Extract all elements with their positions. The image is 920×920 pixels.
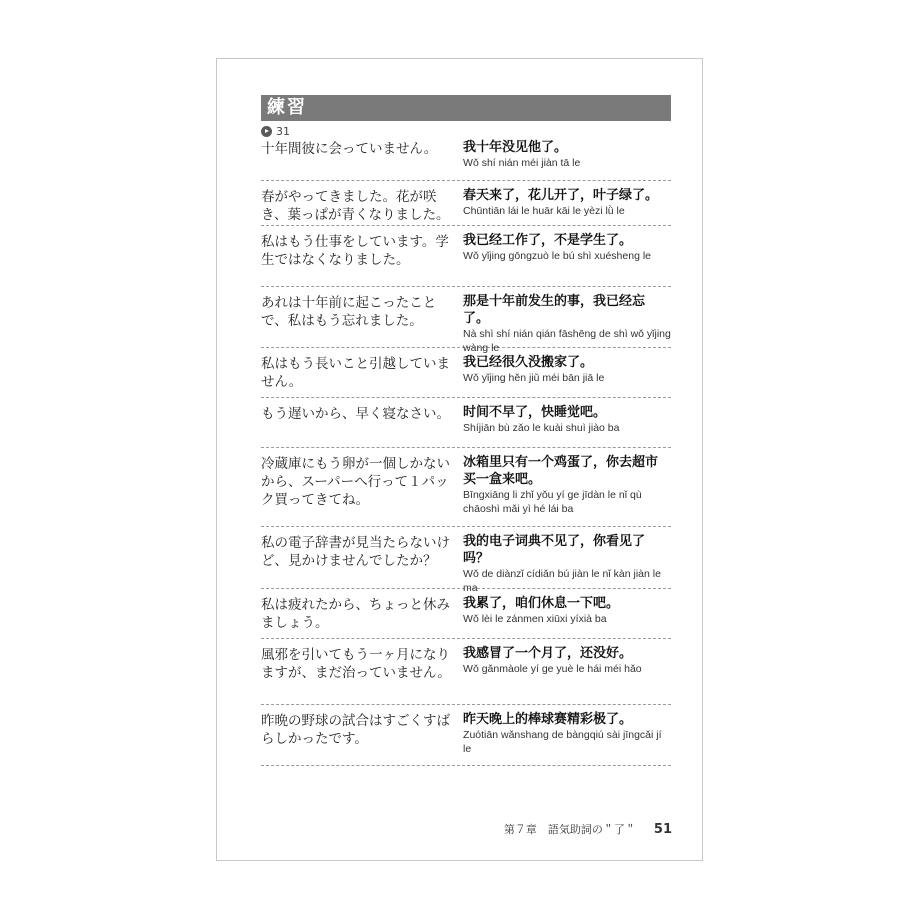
pinyin: Wǒ de diànzǐ cídiǎn bú jiàn le nǐ kàn jiàn le ma: [463, 568, 661, 594]
pinyin: Wǒ yǐjing hěn jiǔ méi bān jiā le: [463, 372, 605, 384]
book-page: [216, 58, 703, 861]
japanese-sentence: 昨晩の野球の試合はすごくすばらしかったです。: [261, 713, 450, 747]
exercise-row: [261, 181, 671, 226]
exercise-row: [261, 527, 671, 594]
pinyin: Shíjiān bù zǎo le kuài shuì jiào ba: [463, 422, 620, 434]
chinese-sentence: 我十年没见他了。: [463, 140, 568, 155]
chinese-sentence: 那是十年前发生的事，我已经忘了。: [463, 294, 646, 326]
japanese-sentence: 私はもう仕事をしています。学生ではなくなりました。: [261, 234, 449, 268]
japanese-sentence: 私はもう長いこと引越していません。: [261, 356, 450, 390]
chinese-sentence: 我的电子词典不见了，你看见了吗？: [463, 534, 646, 566]
japanese-sentence: 春がやってきました。花が咲き、葉っぱが青くなりました。: [261, 189, 450, 223]
pinyin: Chūntiān lái le huār kāi le yèzi lǜ le: [463, 205, 625, 217]
japanese-sentence: 十年間彼に会っていません。: [261, 141, 438, 157]
exercise-row: [261, 448, 671, 527]
japanese-sentence: もう遅いから、早く寝なさい。: [261, 406, 450, 422]
exercise-list: [261, 137, 671, 766]
pinyin: Wǒ shí nián méi jiàn tā le: [463, 157, 581, 169]
chinese-sentence: 我累了，咱们休息一下吧。: [463, 596, 620, 611]
audio-play-icon: [261, 126, 272, 137]
chinese-sentence: 我感冒了一个月了，还没好。: [463, 646, 633, 661]
pinyin: Wǒ yǐjing gōngzuò le bú shì xuésheng le: [463, 250, 652, 262]
chinese-sentence: 我已经很久没搬家了。: [463, 355, 594, 370]
pinyin: Wǒ gǎnmàole yí ge yuè le hái méi hǎo: [463, 663, 642, 675]
japanese-sentence: 冷蔵庫にもう卵が一個しかないから、スーパーへ行って１パック買ってきてね。: [261, 456, 450, 508]
exercise-row: [261, 639, 671, 705]
exercise-row: [261, 348, 671, 398]
pinyin: Nà shì shí nián qián fāshēng de shì wǒ yǐjing wàng le: [463, 328, 671, 354]
chinese-sentence: 春天来了，花儿开了，叶子绿了。: [463, 188, 659, 203]
page-number: 51: [653, 822, 672, 837]
page-footer: [504, 821, 672, 837]
exercise-row: [261, 705, 671, 766]
exercise-row: [261, 137, 671, 181]
exercise-row: [261, 287, 671, 354]
pinyin: Wǒ lèi le zánmen xiūxi yíxià ba: [463, 613, 607, 625]
exercise-row: [261, 226, 671, 287]
chinese-sentence: 我已经工作了，不是学生了。: [463, 233, 633, 248]
track-number: 31: [276, 125, 290, 138]
chinese-sentence: 昨天晚上的棒球赛精彩极了。: [463, 712, 633, 727]
exercise-row: [261, 398, 671, 448]
section-title: 練習: [261, 95, 671, 121]
pinyin: Zuótiān wǎnshang de bàngqiú sài jīngcǎi jí le: [463, 729, 662, 755]
japanese-sentence: 私の電子辞書が見当たらないけど、見かけませんでしたか？: [261, 535, 450, 569]
chapter-title: 第７章 語気助詞の＂了＂: [503, 823, 636, 836]
japanese-sentence: 私は疲れたから、ちょっと休みましょう。: [261, 597, 450, 631]
pinyin: Bīngxiāng li zhǐ yǒu yí ge jīdàn le nǐ qù chāoshì mǎi yì hé lái ba: [463, 489, 642, 515]
chinese-sentence: 冰箱里只有一个鸡蛋了，你去超市买一盒来吧。: [463, 455, 659, 487]
japanese-sentence: あれは十年前に起こったことで、私はもう忘れました。: [261, 295, 437, 329]
japanese-sentence: 風邪を引いてもう一ヶ月になりますが、まだ治っていません。: [261, 647, 451, 681]
chinese-sentence: 时间不早了，快睡觉吧。: [463, 405, 607, 420]
exercise-row: [261, 589, 671, 639]
